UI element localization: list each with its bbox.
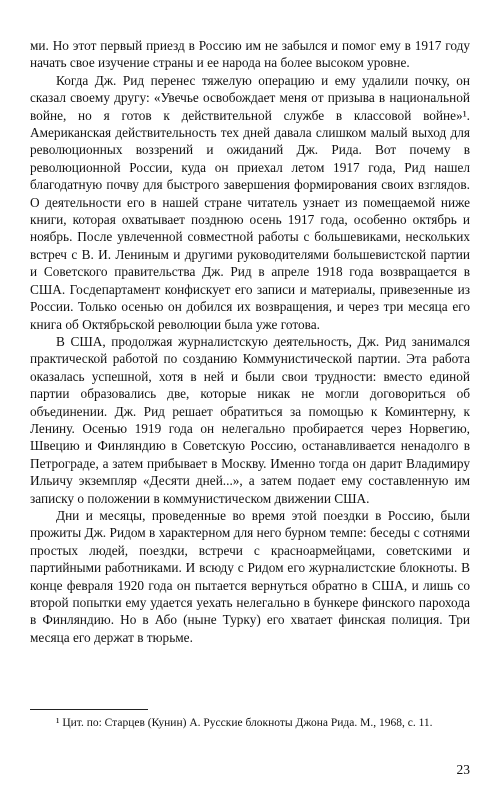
paragraph-3: В США, продолжая журналистскую деятельность, Дж. Рид занимался практической работой по созданию Коммунистической партии. Эта работа оказалась успешной, хотя в ней и были свои трудности: вместо единой партии образовались две, которые никак не могли договориться об объединении. Дж. Рид решает обратиться за помощью к Коминтерну, к Ленину. Осенью 1919 года он нелегально пробирается через Норвегию, Швецию и Финляндию в Советскую Россию, останавливается ненадолго в Петрограде, а затем прибывает в Москву. Именно тогда он дарит Владимиру Ильичу экземпляр «Десяти дней...», а затем подает ему составленную им записку о положении в коммунистическом движении США. [30,333,470,506]
paragraph-2: Когда Дж. Рид перенес тяжелую операцию и ему удалили почку, он сказал своему другу: «Увечье освобождает меня от призыва в национальной войне, но я готов к действительной службе в классовой войне»¹. Американская действительность тех дней давала слишком малый выход для революционных воззрений и ожиданий Дж. Рида. Вот почему в революционной России, куда он приехал летом 1917 года, Рид нашел благодатную почву для быстрого завершения формирования своих взглядов. О деятельности его в нашей стране читатель узнает из помещаемой ниже книги, которая охватывает позднюю осень 1917 года, особенно октябрь и ноябрь. После увлеченной совместной работы с большевиками, нескольких встреч с В. И. Лениным и другими руководителями большевистской партии и Советского правительства Дж. Рид в апреле 1918 года возвращается в США. Госдепартамент конфискует его записи и материалы, привезенные из России. Только осенью он добился их возвращения, и через три месяца его книга об Октябрьской революции была уже готова. [30,72,470,332]
page-body [30,37,470,646]
paragraph-1: ми. Но этот первый приезд в Россию им не забылся и помог ему в 1917 году начать свое изучение страны и ее народа на более высоком уровне. [30,38,470,71]
footnote-divider [30,709,148,710]
footnote: ¹ Цит. по: Старцев (Кунин) А. Русские блокноты Джона Рида. М., 1968, с. 11. [56,717,433,729]
paragraph-4: Дни и месяцы, проведенные во время этой поездки в Россию, были прожиты Дж. Ридом в характерном для него бурном темпе: беседы с сотнями простых людей, поездки, встречи с красноармейцами, советскими и партийными работниками. И всюду с Ридом его журналистские блокноты. В конце февраля 1920 года он пытается вернуться обратно в США, и лишь со второй попытки ему удается уехать нелегально в бункере финского парохода в Финляндию. Но в Або (ныне Турку) его хватает финская полиция. Три месяца его держат в тюрьме. [30,507,470,645]
page-number: 23 [456,762,470,777]
